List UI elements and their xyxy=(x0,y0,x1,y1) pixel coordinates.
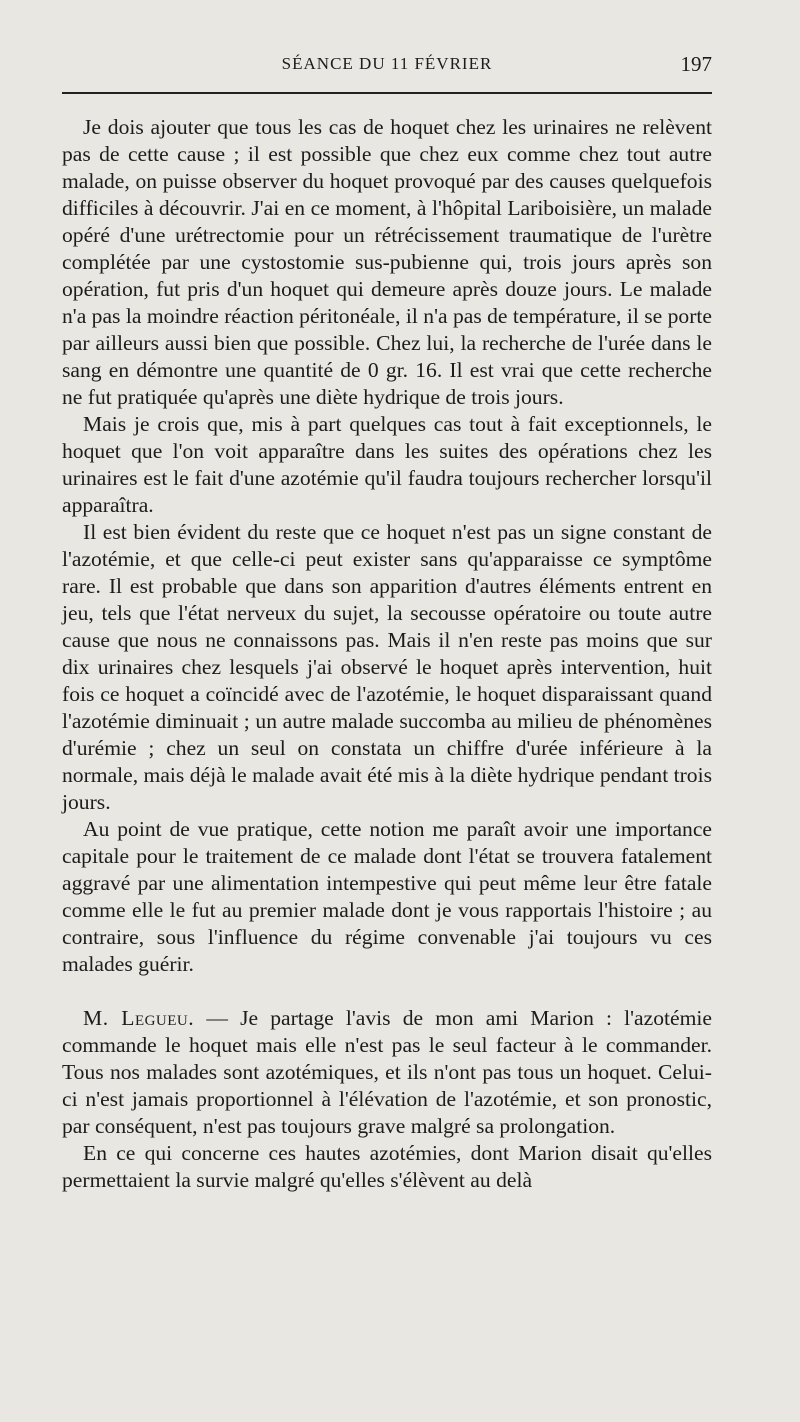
paragraph-hoquet-causes: Je dois ajouter que tous les cas de hoquet chez les urinaires ne relèvent pas de cette cause ; il est possible que chez eux comme chez tout autre malade, on puisse observer du hoquet provoqué par des causes quelquefois difficiles à découvrir. J'ai en ce moment, à l'hôpital Lariboisière, un malade opéré d'une urétrectomie pour un rétrécissement traumatique de l'urètre complétée par une cystostomie sus-pubienne qui, trois jours après son opération, fut pris d'un hoquet qui demeure après douze jours. Le malade n'a pas la moindre réaction péritonéale, il n'a pas de température, il se porte par ailleurs aussi bien que possible. Chez lui, la recherche de l'urée dans le sang en démontre une quantité de 0 gr. 16. Il est vrai que cette recherche ne fut pratiquée qu'après une diète hydrique de trois jours. xyxy=(62,115,712,409)
speaker-name: M. Legueu. xyxy=(83,1006,195,1030)
paragraph-point-pratique: Au point de vue pratique, cette notion me paraît avoir une importance capitale pour le traitement de ce malade dont l'état se trouvera fatalement aggravé par une alimentation intempestive qui peut même leur être fatale comme elle le fut au premier malade dont je vous rapportais l'histoire ; au contraire, sous l'influence du régime convenable j'ai toujours vu ces malades guérir. xyxy=(62,817,712,976)
running-head-title: SÉANCE DU 11 FÉVRIER xyxy=(281,54,493,73)
paragraph-signe-constant: Il est bien évident du reste que ce hoquet n'est pas un signe constant de l'azotémie, et que celle-ci peut exister sans qu'apparaisse ce symptôme rare. Il est probable que dans son apparition d'autres éléments entrent en jeu, tels que l'état nerveux du sujet, la secousse opératoire ou toute autre cause que nous ne connaissons pas. Mais il n'en reste pas moins que sur dix urinaires chez lesquels j'ai observé le hoquet après intervention, huit fois ce hoquet a coïncidé avec de l'azotémie, le hoquet disparaissant quand l'azotémie diminuait ; un autre malade succomba au milieu de phénomènes d'urémie ; chez un seul on constata un chiffre d'urée inférieure à la normale, mais déjà le malade avait été mis à la diète hydrique pendant trois jours. xyxy=(62,520,712,814)
paragraph-hautes-azotemies: En ce qui concerne ces hautes azotémies, dont Marion disait qu'elles permettaient la survie malgré qu'elles s'élèvent au delà xyxy=(62,1141,712,1192)
header-rule xyxy=(62,92,712,94)
paragraph-azotemie: Mais je crois que, mis à part quelques cas tout à fait exceptionnels, le hoquet que l'on voit apparaître dans les suites des opérations chez les urinaires est le fait d'une azotémie qu'il faudra toujours rechercher lorsqu'il apparaîtra. xyxy=(62,412,712,517)
page-number: 197 xyxy=(680,52,712,76)
intervention-text: — Je partage l'avis de mon ami Marion : l'azotémie commande le hoquet mais elle n'est pas le seul facteur à le commander. Tous nos malades sont azotémiques, et ils n'ont pas tous un hoquet. Celui-ci n'est jamais proportionnel à l'élévation de l'azotémie, et son pronostic, par conséquent, n'est pas toujours grave malgré sa prolongation. xyxy=(62,1006,712,1138)
body-text xyxy=(62,114,712,1194)
paragraph-intervention xyxy=(62,1005,712,1140)
running-head xyxy=(62,0,712,92)
